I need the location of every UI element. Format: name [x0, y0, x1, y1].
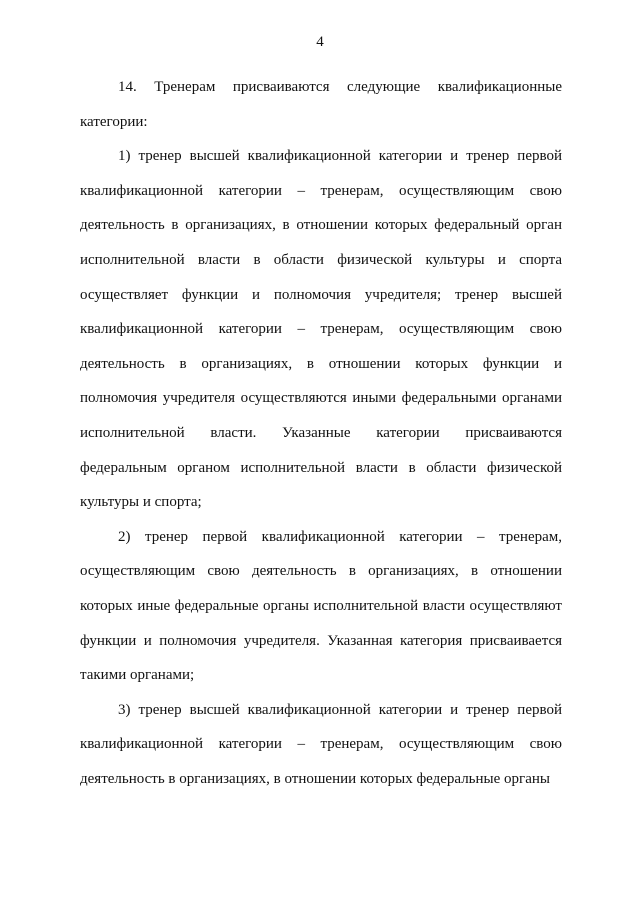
document-body	[80, 70, 562, 796]
paragraph-item-14: 14. Тренерам присваиваются следующие квалификационные категории:	[80, 79, 562, 130]
paragraph-subitem-2: 2) тренер первой квалификационной категории – тренерам, осуществляющим свою деятельность в организациях, в отношении которых иные федеральные органы исполнительной власти осуществляют функции и полномочия учредителя. Указанная категория присваивается такими органами;	[80, 528, 562, 684]
paragraph-subitem-1: 1) тренер высшей квалификационной категории и тренер первой квалификационной категории – тренерам, осуществляющим свою деятельность в организациях, в отношении которых федеральный орган исполнительной власти в области физической культуры и спорта осуществляет функции и полномочия учредителя; тренер высшей квалификационной категории – тренерам, осуществляющим свою деятельность в организациях, в отношении которых функции и полномочия учредителя осуществляются иными федеральными органами исполнительной власти. Указанные категории присваиваются федеральным органом исполнительной власти в области физической культуры и спорта;	[80, 148, 562, 511]
paragraph-subitem-3: 3) тренер высшей квалификационной категории и тренер первой квалификационной категории – тренерам, осуществляющим свою деятельность в организациях, в отношении которых федеральные органы	[80, 701, 562, 787]
page-number: 4	[316, 34, 324, 50]
